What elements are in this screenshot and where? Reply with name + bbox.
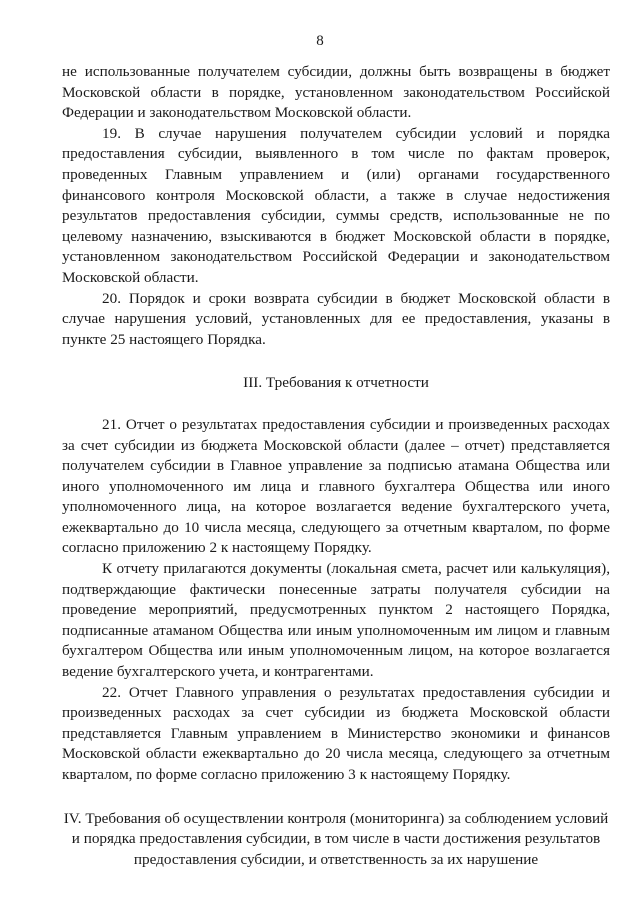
section-3-heading: III. Требования к отчетности — [243, 374, 429, 392]
section-4-heading-line: IV. Требования об осуществлении контроля (мониторинга) за соблюдением условий — [63, 809, 609, 827]
paragraph-22: 22. Отчет Главного управления о результатах предоставления субсидии и произведенных расходах за счет субсидии из бюджета Московской области представляется Главным управлением в Министерство экономики и финансов Московской области ежеквартально до 20 числа месяца, следующего за отчетным кварталом, по форме согласно приложению 3 к настоящему Порядку. — [62, 683, 610, 783]
document-body — [62, 62, 610, 870]
paragraph-19: 19. В случае нарушения получателем субсидии условий и порядка предоставления субсидии, выявленного в том числе по фактам проверок, проведенных Главным управлением и (или) органами государственного финансового контроля Московской области, а также в случае недостижения результатов предоставления субсидии, суммы средств, использованные не по целевому назначению, взыскиваются в бюджет Московской области в порядке, установленном законодательством Российской Федерации и законодательством Московской области. — [62, 124, 610, 286]
paragraph-21: 21. Отчет о результатах предоставления субсидии и произведенных расходах за счет субсидии из бюджета Московской области (далее – отчет) представляется получателем субсидии в Главное управление за подписью атамана Общества или иного уполномоченного им лица и главного бухгалтера Общества или иного уполномоченного лица, на которое возлагается ведение бухгалтерского учета, ежеквартально до 10 числа месяца, следующего за отчетным кварталом, по форме согласно приложению 2 к настоящему Порядку. — [62, 415, 610, 557]
section-4-heading-line: и порядка предоставления субсидии, в том числе в части достижения результатов — [71, 830, 601, 848]
section-4-heading-line: предоставления субсидии, и ответственность за их нарушение — [133, 850, 539, 868]
page-number: 8 — [316, 33, 324, 49]
section-4-heading — [62, 809, 610, 871]
paragraph-21-attachments: К отчету прилагаются документы (локальная смета, расчет или калькуляция), подтверждающие фактически понесенные затраты получателя субсидии на проведение мероприятий, предусмотренных пунктом 2 настоящего Порядка, подписанные атаманом Общества или иным уполномоченным им лицом и главным бухгалтером Общества или иным уполномоченным лицом, на которое возлагается ведение бухгалтерского учета, и контрагентами. — [62, 560, 610, 681]
paragraph-20: 20. Порядок и сроки возврата субсидии в бюджет Московской области в случае нарушения условий, установленных для ее предоставления, указаны в пункте 25 настоящего Порядка. — [62, 289, 610, 348]
paragraph-continuation: не использованные получателем субсидии, должны быть возвращены в бюджет Московской области в порядке, установленном законодательством Российской Федерации и законодательством Московской области. — [62, 63, 610, 122]
